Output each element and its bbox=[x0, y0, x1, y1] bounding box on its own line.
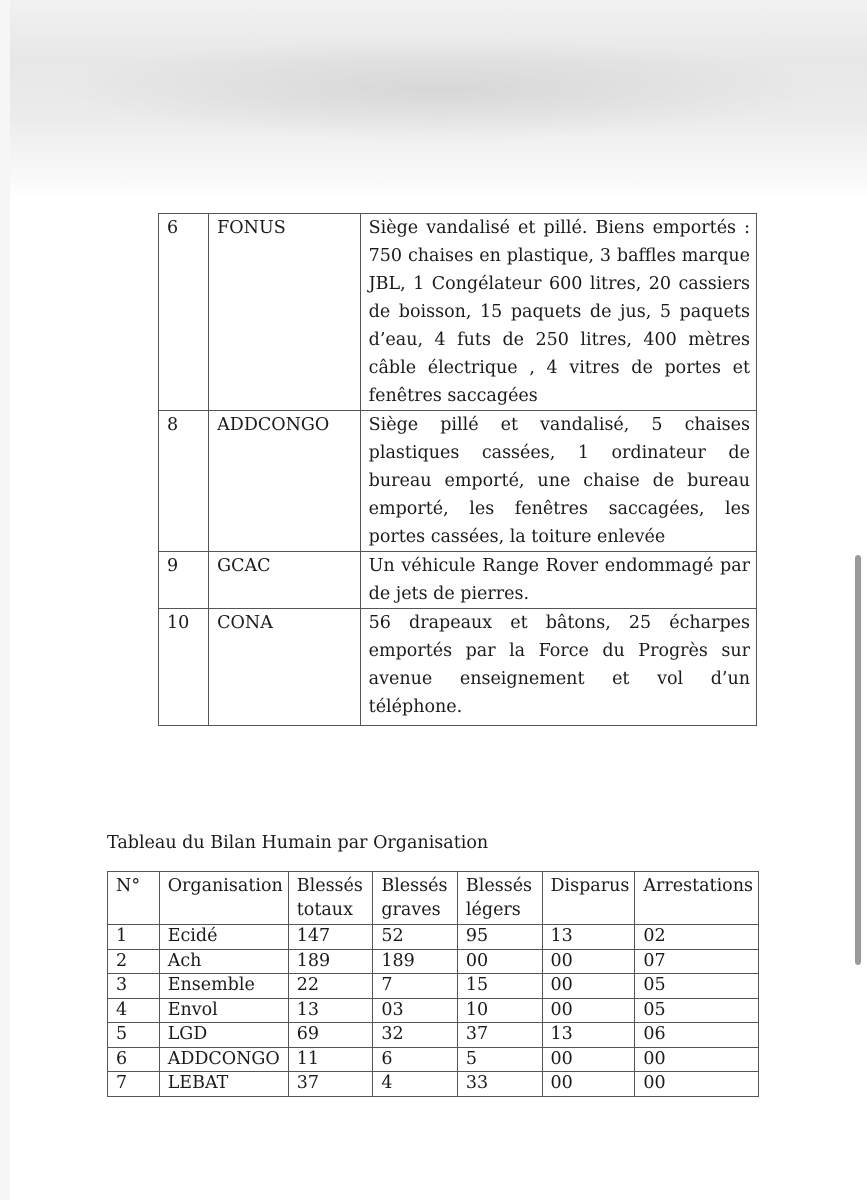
cell: Ensemble bbox=[159, 974, 288, 999]
cell: Envol bbox=[159, 998, 288, 1023]
header-cell: Blessés graves bbox=[373, 872, 458, 925]
organisation-cell: FONUS bbox=[209, 214, 361, 411]
damage-description: Un véhicule Range Rover endommagé par de jets de pierres. bbox=[360, 552, 756, 609]
table-row bbox=[108, 1072, 759, 1097]
cell: 02 bbox=[635, 925, 759, 950]
cell: 13 bbox=[542, 1023, 635, 1048]
cell: 32 bbox=[373, 1023, 458, 1048]
scrollbar-thumb[interactable] bbox=[855, 555, 861, 965]
cell: 22 bbox=[288, 974, 373, 999]
cell: 05 bbox=[635, 974, 759, 999]
cell: 5 bbox=[108, 1023, 160, 1048]
row-number: 9 bbox=[159, 552, 209, 609]
cell: 189 bbox=[288, 949, 373, 974]
cell: 4 bbox=[373, 1072, 458, 1097]
cell: 03 bbox=[373, 998, 458, 1023]
cell: LGD bbox=[159, 1023, 288, 1048]
table-row bbox=[108, 925, 759, 950]
damage-table bbox=[158, 213, 757, 726]
table-row bbox=[159, 552, 757, 609]
cell: 05 bbox=[635, 998, 759, 1023]
bilan-table bbox=[107, 871, 759, 1097]
cell: 13 bbox=[542, 925, 635, 950]
header-cell: Arrestations bbox=[635, 872, 759, 925]
table-row bbox=[108, 998, 759, 1023]
table-header-row bbox=[108, 872, 759, 925]
cell: Ach bbox=[159, 949, 288, 974]
cell: Ecidé bbox=[159, 925, 288, 950]
row-number: 10 bbox=[159, 609, 209, 726]
cell: 189 bbox=[373, 949, 458, 974]
damage-description: Siège vandalisé et pillé. Biens emportés : 750 chaises en plastique, 3 baffles marque JBL, 1 Congélateur 600 litres, 20 cassiers de boisson, 15 paquets de jus, 5 paquets d’eau, 4 futs de 250 litres, 400 mètres câble électrique , 4 vitres de portes et fenêtres saccagées bbox=[360, 214, 756, 411]
damage-description: 56 drapeaux et bâtons, 25 écharpes emportés par la Force du Progrès sur avenue enseignement et vol d’un téléphone. bbox=[360, 609, 756, 726]
cell: 4 bbox=[108, 998, 160, 1023]
cell: 15 bbox=[457, 974, 542, 999]
header-cell: Blessés légers bbox=[457, 872, 542, 925]
organisation-cell: ADDCONGO bbox=[209, 411, 361, 552]
document-page bbox=[10, 0, 867, 1200]
table-row bbox=[108, 1047, 759, 1072]
cell: 00 bbox=[542, 949, 635, 974]
table-row bbox=[159, 214, 757, 411]
row-number: 8 bbox=[159, 411, 209, 552]
cell: 00 bbox=[542, 998, 635, 1023]
header-cell: Disparus bbox=[542, 872, 635, 925]
cell: 6 bbox=[108, 1047, 160, 1072]
cell: LEBAT bbox=[159, 1072, 288, 1097]
header-cell: N° bbox=[108, 872, 160, 925]
organisation-cell: GCAC bbox=[209, 552, 361, 609]
cell: 00 bbox=[542, 1047, 635, 1072]
damage-description: Siège pillé et vandalisé, 5 chaises plastiques cassées, 1 ordinateur de bureau emporté, une chaise de bureau emporté, les fenêtres saccagées, les portes cassées, la toiture enlevée bbox=[360, 411, 756, 552]
cell: 2 bbox=[108, 949, 160, 974]
table-row bbox=[159, 411, 757, 552]
table-row bbox=[108, 949, 759, 974]
cell: 7 bbox=[108, 1072, 160, 1097]
cell: 69 bbox=[288, 1023, 373, 1048]
cell: 00 bbox=[635, 1047, 759, 1072]
table-row bbox=[108, 1023, 759, 1048]
cell: ADDCONGO bbox=[159, 1047, 288, 1072]
header-cell: Organisation bbox=[159, 872, 288, 925]
cell: 7 bbox=[373, 974, 458, 999]
cell: 13 bbox=[288, 998, 373, 1023]
blurred-page-header bbox=[10, 0, 867, 200]
cell: 1 bbox=[108, 925, 160, 950]
cell: 00 bbox=[542, 1072, 635, 1097]
cell: 37 bbox=[457, 1023, 542, 1048]
table-row bbox=[159, 609, 757, 726]
cell: 11 bbox=[288, 1047, 373, 1072]
table-row bbox=[108, 974, 759, 999]
cell: 147 bbox=[288, 925, 373, 950]
header-cell: Blessés totaux bbox=[288, 872, 373, 925]
row-number: 6 bbox=[159, 214, 209, 411]
cell: 37 bbox=[288, 1072, 373, 1097]
cell: 00 bbox=[542, 974, 635, 999]
cell: 06 bbox=[635, 1023, 759, 1048]
cell: 95 bbox=[457, 925, 542, 950]
cell: 10 bbox=[457, 998, 542, 1023]
cell: 07 bbox=[635, 949, 759, 974]
cell: 00 bbox=[457, 949, 542, 974]
cell: 33 bbox=[457, 1072, 542, 1097]
organisation-cell: CONA bbox=[209, 609, 361, 726]
table-caption: Tableau du Bilan Humain par Organisation bbox=[107, 833, 489, 853]
cell: 6 bbox=[373, 1047, 458, 1072]
cell: 3 bbox=[108, 974, 160, 999]
cell: 00 bbox=[635, 1072, 759, 1097]
cell: 5 bbox=[457, 1047, 542, 1072]
cell: 52 bbox=[373, 925, 458, 950]
